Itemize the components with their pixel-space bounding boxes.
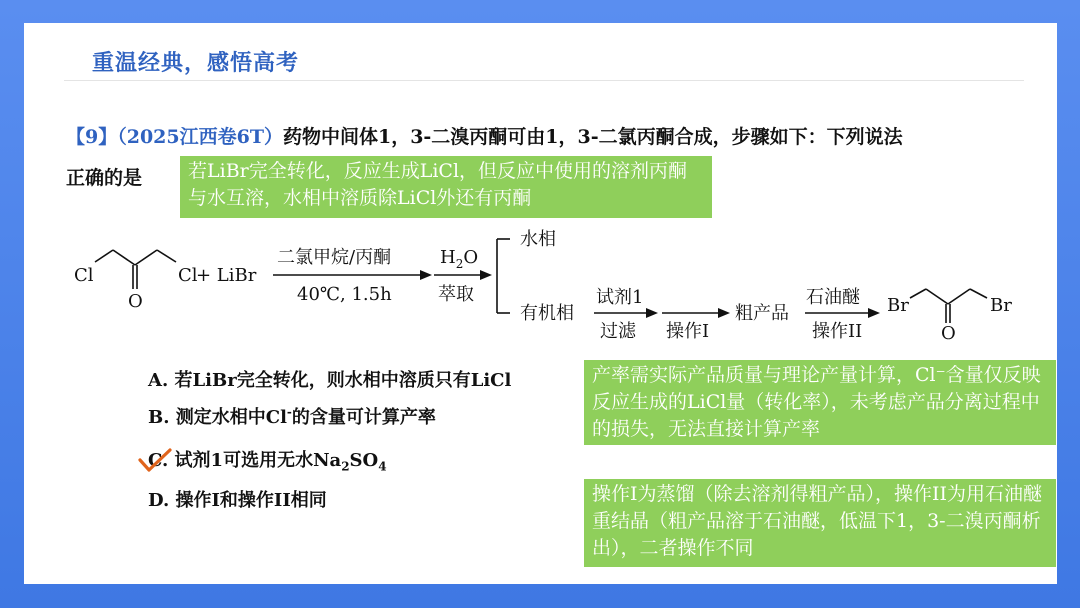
- reactant-label-cl-right: Cl: [178, 265, 198, 286]
- slide-title: 重温经典，感悟高考: [92, 51, 300, 76]
- cond2-top-sub: 2: [455, 257, 464, 271]
- option-c-main: C. 试剂1可选用无水Na: [148, 450, 342, 471]
- arrow-3-head: [646, 308, 658, 318]
- option-b: [148, 403, 436, 429]
- cond2-top-o: O: [463, 247, 479, 268]
- option-c: [148, 446, 387, 474]
- option-d: D. 操作I和操作II相同: [148, 490, 327, 511]
- reactant-skeleton: [95, 250, 176, 289]
- cond1-top: 二氯甲烷/丙酮: [277, 247, 392, 268]
- product-label-br-left: Br: [887, 295, 909, 316]
- option-a: A. 若LiBr完全转化，则水相中溶质只有LiCl: [148, 370, 512, 391]
- option-b-rest: 的含量可计算产率: [291, 407, 436, 428]
- checkmark-icon: [136, 446, 174, 474]
- filter-label: 过滤: [600, 321, 636, 342]
- water-phase-label: 水相: [520, 229, 556, 250]
- option-c-mid: SO: [349, 450, 379, 471]
- product-skeleton: [910, 289, 987, 323]
- note-box-1: 若LiBr完全转化，反应生成LiCl，但反应中使用的溶剂丙酮与水互溶，水相中溶质除LiCl外还有丙酮: [180, 156, 712, 218]
- crude-product-label: 粗产品: [735, 303, 789, 324]
- option-b-main: B. 测定水相中Cl: [148, 407, 287, 428]
- arrow-5-head: [868, 308, 880, 318]
- op1-label: 操作I: [666, 321, 710, 342]
- organic-phase-label: 有机相: [520, 303, 574, 324]
- note-box-2: 产率需实际产品质量与理论产量计算，Cl⁻含量仅反映反应生成的LiCl量（转化率），未考虑产品分离过程中的损失，无法直接计算产率: [584, 360, 1056, 445]
- arrow-2-head: [480, 270, 492, 280]
- product-label-br-right: Br: [990, 295, 1012, 316]
- question-text-2: 正确的是: [66, 167, 143, 189]
- cond2-top-h: H: [440, 247, 456, 268]
- cond2-top: [440, 247, 478, 271]
- cond1-bottom: 40℃, 1.5h: [297, 284, 392, 305]
- petroleum-ether-label: 石油醚: [806, 287, 860, 308]
- option-c-sub: 2: [341, 459, 350, 474]
- cond2-bottom: 萃取: [438, 284, 474, 305]
- plus-libr: + LiBr: [196, 265, 257, 286]
- question-tag: 【9】（2025江西卷6T）: [66, 126, 283, 148]
- note-box-3: 操作I为蒸馏（除去溶剂得粗产品），操作II为用石油醚重结晶（粗产品溶于石油醚，低温下1，3-二溴丙酮析出），二者操作不同: [584, 479, 1056, 567]
- reactant-label-o: O: [128, 291, 143, 312]
- reactant-label-cl-left: Cl: [74, 265, 94, 286]
- arrow-4-head: [718, 308, 730, 318]
- reagent1-label: 试剂1: [596, 287, 644, 308]
- question-text: 药物中间体1，3-二溴丙酮可由1，3-二氯丙酮合成，步骤如下：下列说法: [282, 126, 903, 148]
- product-label-o: O: [941, 323, 956, 344]
- op2-label: 操作II: [812, 321, 863, 342]
- option-b-sup: -: [286, 405, 292, 419]
- option-c-sub2: 4: [378, 459, 387, 474]
- arrow-1-head: [420, 270, 432, 280]
